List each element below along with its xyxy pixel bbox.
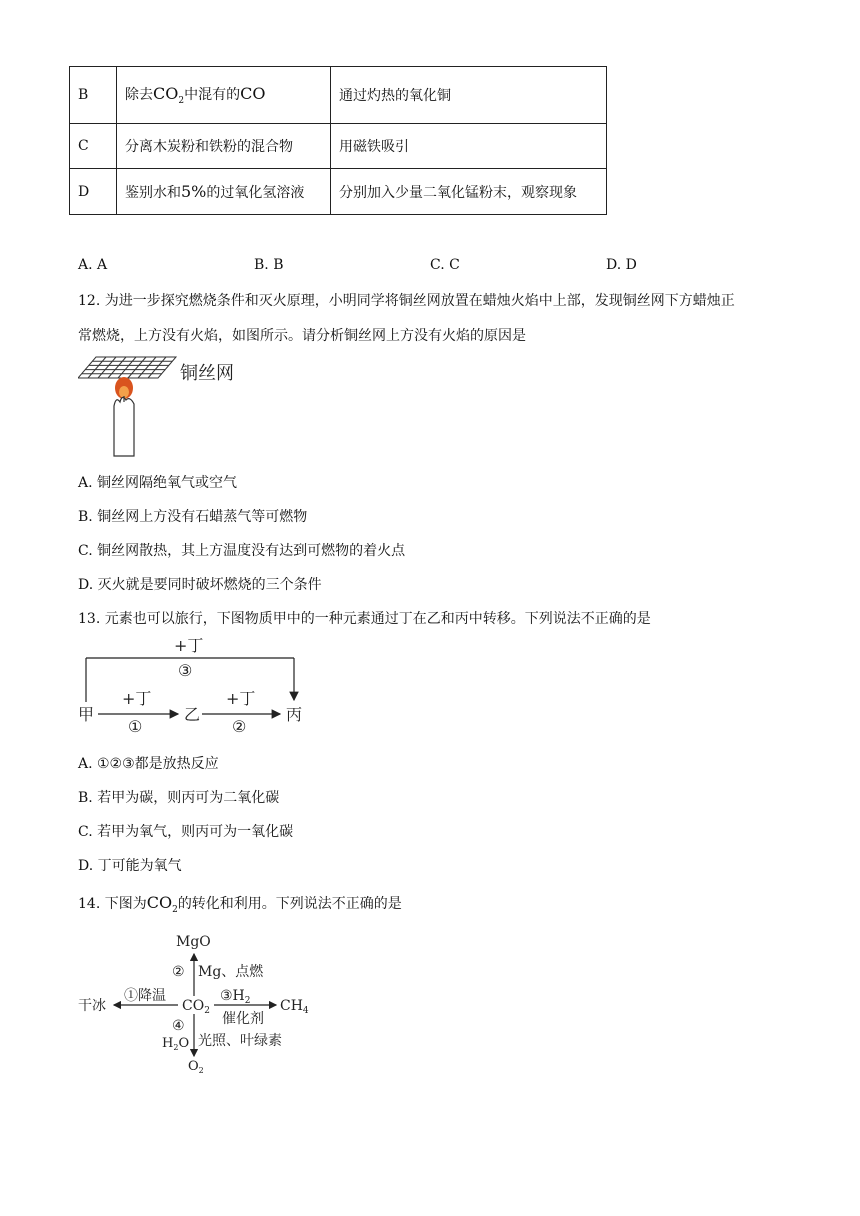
reaction1-condition: ①降温: [124, 988, 166, 1004]
q14-stem: 14. 下图为$CO_2$的转化和利用。下列说法不正确的是: [78, 893, 402, 915]
row-letter: C: [70, 124, 117, 169]
q12-stem-line2: 常燃烧，上方没有火焰，如图所示。请分析铜丝网上方没有火焰的原因是: [78, 328, 526, 344]
row-method: 通过灼热的氧化铜: [331, 67, 607, 124]
row-letter: B: [70, 67, 117, 124]
candle-copper-mesh-figure: [78, 352, 253, 462]
candle-icon: [114, 396, 134, 456]
reaction2-reagent: +丁: [226, 689, 256, 708]
o2-label: $O_2$: [188, 1059, 204, 1075]
q12-option-d[interactable]: D. 灭火就是要同时破坏燃烧的三个条件: [78, 577, 322, 593]
q13-option-b[interactable]: B. 若甲为碳，则丙可为二氧化碳: [78, 790, 280, 806]
table-row: [70, 124, 607, 169]
element-travel-diagram: [76, 634, 316, 740]
reaction3-condition: $③H_2$: [220, 988, 251, 1006]
reaction2-condition: Mg、点燃: [198, 964, 264, 980]
table-row: [70, 169, 607, 215]
reaction3-reagent: +丁: [174, 636, 204, 655]
q11-option-a[interactable]: A. A: [78, 257, 108, 273]
copper-mesh-label: 铜丝网: [180, 363, 234, 384]
q12-option-b[interactable]: B. 铜丝网上方没有石蜡蒸气等可燃物: [78, 509, 308, 525]
dry-ice-label: 干冰: [78, 998, 106, 1014]
q11-option-b[interactable]: B. B: [254, 257, 284, 273]
row-purpose: 鉴别水和5%的过氧化氢溶液: [117, 169, 331, 215]
options-table: [69, 66, 607, 215]
substance-jia: 甲: [78, 705, 95, 724]
substance-yi: 乙: [184, 705, 201, 724]
co2-label: $CO_2$: [182, 998, 210, 1016]
reaction2-number: ②: [232, 717, 247, 736]
h2o-label: $H_2O$: [162, 1036, 190, 1052]
reaction1-number: ①: [128, 717, 143, 736]
q12-option-c[interactable]: C. 铜丝网散热，其上方温度没有达到可燃物的着火点: [78, 543, 406, 559]
q11-option-c[interactable]: C. C: [430, 257, 460, 273]
q13-option-d[interactable]: D. 丁可能为氧气: [78, 858, 182, 874]
row-method: 用磁铁吸引: [331, 124, 607, 169]
table-row: [70, 67, 607, 124]
q12-stem-line1: 12. 为进一步探究燃烧条件和灭火原理，小明同学将铜丝网放置在蜡烛火焰中上部，发现铜丝网下方蜡烛正: [78, 293, 735, 309]
co2-conversion-diagram: [76, 928, 326, 1076]
reaction1-reagent: +丁: [122, 689, 152, 708]
catalyst-label: 催化剂: [222, 1011, 264, 1027]
row-purpose: 除去$CO_2$中混有的CO: [117, 67, 331, 124]
copper-mesh-icon: [78, 357, 176, 378]
row-method: 分别加入少量二氧化锰粉末，观察现象: [331, 169, 607, 215]
ch4-label: $CH_4$: [280, 998, 309, 1016]
reaction3-number: ③: [178, 661, 193, 680]
q13-option-c[interactable]: C. 若甲为氧气，则丙可为一氧化碳: [78, 824, 294, 840]
q13-stem: 13. 元素也可以旅行，下图物质甲中的一种元素通过丁在乙和丙中转移。下列说法不正确的是: [78, 611, 651, 627]
reaction4-number: ④: [172, 1018, 185, 1034]
reaction2-number: ②: [172, 964, 185, 980]
row-purpose: 分离木炭粉和铁粉的混合物: [117, 124, 331, 169]
mgo-label: MgO: [176, 934, 211, 950]
q12-option-a[interactable]: A. 铜丝网隔绝氧气或空气: [78, 475, 238, 491]
q13-option-a[interactable]: A. ①②③都是放热反应: [78, 756, 219, 772]
substance-bing: 丙: [286, 705, 303, 724]
row-letter: D: [70, 169, 117, 215]
q11-option-d[interactable]: D. D: [606, 257, 637, 273]
reaction4-condition: 光照、叶绿素: [198, 1033, 282, 1049]
